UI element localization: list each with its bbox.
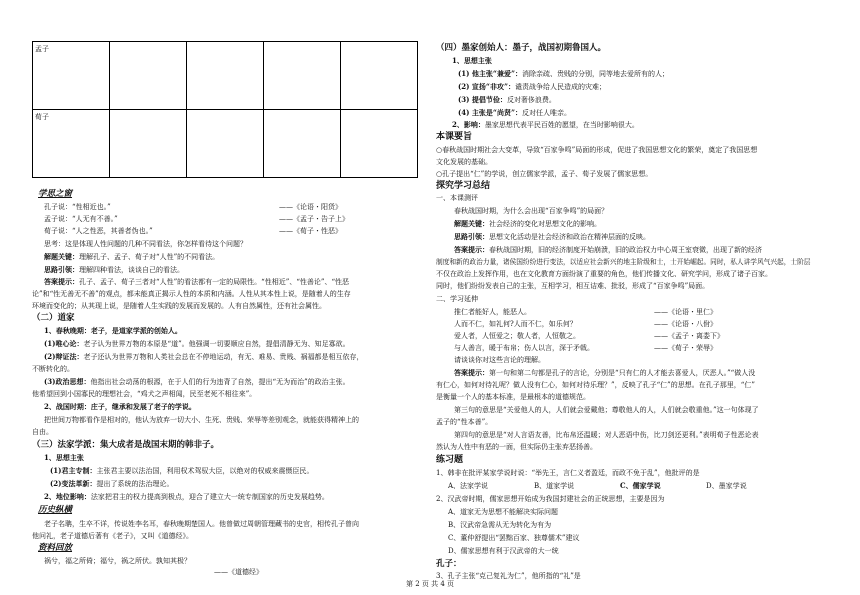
table-cell	[341, 42, 418, 110]
point-text: 反对任人唯亲。	[521, 109, 571, 117]
answer-text: 不仅在政治上发挥作用，也在文化教育方面纷演了重要的角色，他们传播文化、研究学问，形成了诸子百家。	[436, 270, 772, 278]
quote-source: ——《荀子・荣辱》	[654, 344, 717, 352]
answer-option-correct: C、儒家学说	[620, 481, 661, 490]
history-text: 他问礼，老子道德后著有《老子》，又叫《道德经》。	[32, 532, 193, 540]
comparison-table	[32, 41, 418, 178]
answer-label: 答案提示：	[454, 368, 489, 377]
quote-line: 爱人者，人恒爱之；敬人者，人恒敬之。	[454, 332, 580, 340]
study-window-heading: 学思之窗	[38, 189, 73, 199]
key-text: 理解孔子、孟子、荀子对“人性”的不同看法。	[79, 253, 220, 261]
point-title: 2、地位影响：	[44, 492, 91, 501]
point-title: (4) 主张是“尚贤”：	[458, 108, 522, 117]
answer-text: 同时，他们纷纷发表自己的主张，互相学习，相互诘难、批驳，形成了“百家争鸣”局面。	[436, 282, 710, 290]
table-cell	[110, 110, 187, 178]
quote-source: ——《论语・八佾》	[654, 320, 717, 328]
table-cell	[187, 110, 264, 178]
answer-text: 有仁心，如何对待礼呢？做人没有仁心，如何对待乐理？”，反映了孔子“仁”的思想。在孔子那里，“仁”	[436, 381, 755, 389]
answer-text: 论”和“性无善无不善”的观点，都未能真正揭示人性的本质和内涵。人性从其本性上说，是随着人的生存	[32, 290, 351, 298]
quote-line: 孟子说：“人无有不善。”	[44, 215, 118, 223]
quote-source: ——《论语・里仁》	[654, 308, 717, 316]
answer-text: 孔子、孟子、荀子三者对“人性”的看法都有一定的局限性。“性相近”、“性善论”、“性恶	[79, 278, 350, 286]
practice-question: 1、韩非在批评某家学说时说：“举先王，言仁义者盈廷，而政不免于乱”，他批评的是	[436, 469, 700, 477]
point-title: (1)唯心论：	[44, 339, 84, 348]
answer-text: 第一句和第二句都是孔子的言论，分别是“只有仁的人才能去喜爱人，厌恶人。”“做人没	[489, 369, 756, 377]
answer-text: 第四句的意思是“对人言语友善，比布帛还温暖；对人恶语中伤，比刀剑还更利。”表明荀子性恶论表	[454, 431, 759, 439]
explore-heading: 探究学习总结	[436, 181, 491, 191]
material-heading: 资料回放	[38, 543, 73, 553]
practice-question: 2、汉武帝时期，儒家思想开始成为我国封建社会的正统思想，主要是因为	[436, 495, 665, 503]
practice-heading: 练习题	[436, 455, 464, 465]
quote-line: 孔子说：“性相近也。”	[44, 203, 111, 211]
table-row-label-xunzi: 荀子	[33, 110, 110, 178]
section-heading-mohist: （四）墨家创始人：墨子，战国初期鲁国人。	[436, 43, 607, 53]
subheading: 1、春秋晚期：老子，是道家学派的创始人。	[44, 326, 182, 335]
answer-text: 制度和新的政治力量，诸侯国纷纷进行变法，以适应社会新兴的地主阶级和士，士开始崛起。同时，私人讲学风气兴起，士阶层	[436, 258, 811, 266]
answer-option: B、道家学说	[534, 482, 575, 490]
answer-text: 然认为人性中有恶的一面，但实际仍主张弃恶扬善。	[436, 443, 597, 451]
section-heading-daoist: （二）道家	[32, 313, 75, 323]
answer-text: 环境而变化的；从其现上说，是随着人生实践的发展而发展的。人有自然属性，还有社会属性。	[32, 302, 326, 310]
lesson-main-text: 文化发展的基础。	[436, 158, 492, 166]
table-cell	[110, 42, 187, 110]
answer-label: 答案提示：	[454, 245, 489, 254]
quote-line: 人而不仁，如礼何?人而不仁，如乐何？	[454, 320, 577, 328]
point-text: 自由。	[32, 428, 53, 436]
table-cell	[341, 110, 418, 178]
subheading: 2、战国时期：庄子，继承和发展了老子的学说。	[44, 402, 196, 411]
question-text: 请谈谈你对这些言论的理解。	[454, 356, 545, 364]
point-title: (3)政治思想：	[44, 377, 91, 386]
quote-source: ——《孟子・告子上》	[279, 215, 349, 223]
idea-text: 理解四种看法，谈谈自己的看法。	[79, 266, 184, 274]
point-title: (3) 提倡节俭：	[458, 95, 507, 104]
point-title: (1)君主专制：	[50, 466, 97, 475]
quote-line: 与人善言，暖于布帛；伤人以言，深于矛戟。	[454, 344, 594, 352]
idea-label: 思路引领：	[454, 232, 489, 241]
answer-text: 春秋战国时期，旧的经济制度开始崩溃，旧的政治权力中心周王室衰微，出现了新的经济	[489, 246, 762, 254]
lesson-main-text: ○孔子提出“仁”的学说，创立儒家学派，孟子、荀子发展了儒家思想。	[436, 170, 653, 178]
answer-option: D、儒家思想有利于汉武帝的大一统	[448, 547, 559, 555]
point-title: 2、影响：	[452, 120, 485, 129]
quote-source: ——《孟子・离娄下》	[654, 332, 724, 340]
table-cell	[264, 42, 341, 110]
section-heading-legalist: （三）法家学派：集大成者是战国末期的韩非子。	[32, 440, 220, 450]
point-text: 法家把君主的权力提高到极点，迎合了建立大一统专制国家的历史发展趋势。	[90, 493, 329, 501]
answer-text: 是衡量一个人的基本标准，是最根本的道德规范。	[436, 393, 590, 401]
point-text: 消除亲疏、贵贱的分别，同等地去爱所有的人；	[521, 70, 669, 78]
answer-option: A、道家无为思想不能解决实际问题	[448, 508, 559, 516]
idea-label: 思路引领：	[44, 265, 79, 274]
key-label: 解题关键：	[454, 219, 489, 228]
answer-option: C、董仲舒提出“罢黜百家、独尊儒术”建议	[448, 534, 580, 542]
material-source: ——《道德经》	[214, 568, 263, 576]
answer-option: B、汉武帝急需从无为转化为有为	[448, 521, 552, 529]
subheading: 一、本课测评	[436, 194, 478, 202]
point-text: 不断转化的。	[32, 365, 74, 373]
point-title: (2) 宣扬“非攻”：	[458, 82, 515, 91]
point-text: 墨家思想代表平民百姓的愿望，在当时影响很大。	[484, 121, 639, 129]
subheading: 二、学习延伸	[436, 295, 478, 303]
table-cell	[264, 110, 341, 178]
answer-text: 孟子的“性本善”。	[436, 418, 493, 426]
point-text: 提出了系统的法治理论。	[96, 480, 174, 488]
answer-text: 第三句的意思是“关爱他人的人，人们就会爱戴他；尊敬他人的人，人们就会敬重他。”这一句体现了	[454, 406, 759, 414]
point-text: 他希望回到小国寡民的理想社会，“鸡犬之声相闻，民至老死不相往来”。	[32, 390, 257, 398]
point-text: 老子还认为世界万物和人类社会总在不停地运动，有无、难易、贵贱、祸福都是相互依存，	[83, 353, 364, 361]
idea-text: 思想文化活动是社会经济和政治在精神层面的反映。	[489, 233, 650, 241]
table-cell	[187, 42, 264, 110]
practice-question: 3、孔子主张“克己复礼为仁”，他所指的“礼”是	[436, 572, 581, 580]
lesson-main-heading: 本课要旨	[436, 132, 473, 142]
lesson-main-text: ○春秋战国时期社会大变革，导致“百家争鸣”局面的形成，促进了我国思想文化的繁荣，奠定了我国思想	[436, 146, 758, 154]
material-quote: 祸兮，福之所倚；福兮，祸之所伏。孰知其极？	[44, 557, 191, 565]
table-row-label-mengzi: 孟子	[33, 42, 110, 110]
subheading: 孔子：	[436, 559, 462, 569]
point-text: 谴责战争给人民造成的灾难；	[514, 83, 606, 91]
subheading: 1、思想主张	[44, 453, 84, 462]
point-text: 反对奢侈浪费。	[506, 96, 556, 104]
history-text: 老子名聃，生卒不详，传说姓李名耳，春秋晚期楚国人。他曾做过周朝管理藏书的史官，相传孔子曾向	[44, 520, 359, 528]
quote-line: 荀子说：“人之性恶，其善者伪也。”	[44, 227, 153, 235]
key-label: 解题关键：	[44, 252, 79, 261]
question-text: 春秋战国时期，为什么会出现“百家争鸣”的局面？	[454, 207, 609, 215]
history-heading: 历史纵横	[38, 505, 73, 515]
page-footer: 第 2 页 共 4 页	[405, 580, 455, 588]
point-text: 主张君主要以法治国，利用权术驾驭大臣，以绝对的权威来震慑臣民。	[96, 467, 314, 475]
point-text: 老子认为世界万物的本原是“道”。他强调一切要顺应自然，提倡清静无为、知足寡欲。	[83, 340, 350, 348]
point-text: 他指出社会动荡的根源，在于人们的行为违背了自然，提出“无为而治”的政治主张。	[90, 378, 350, 386]
point-title: (1) 他主张“兼爱”：	[458, 69, 522, 78]
quote-line: 推仁者能好人，能恶人。	[454, 308, 531, 316]
answer-label: 答案提示：	[44, 277, 79, 286]
answer-option: A、法家学说	[448, 482, 489, 490]
think-question: 思考：这是体现人性问题的几种不同看法，你怎样看待这个问题？	[44, 240, 247, 248]
point-text: 把世间万物都看作是相对的，他认为放弃一切大小、生死、贵贱、荣辱等差别观念，就能获得精神上的	[44, 416, 359, 424]
answer-option: D、墨家学说	[706, 482, 747, 490]
point-title: (2)辩证法：	[44, 352, 84, 361]
quote-source: ——《荀子・性恶》	[279, 227, 342, 235]
key-text: 社会经济的变化对思想文化的影响。	[489, 220, 601, 228]
subheading: 1、思想主张	[452, 56, 492, 65]
quote-source: ——《论语・阳货》	[279, 203, 342, 211]
point-title: (2)变法革新：	[50, 479, 97, 488]
